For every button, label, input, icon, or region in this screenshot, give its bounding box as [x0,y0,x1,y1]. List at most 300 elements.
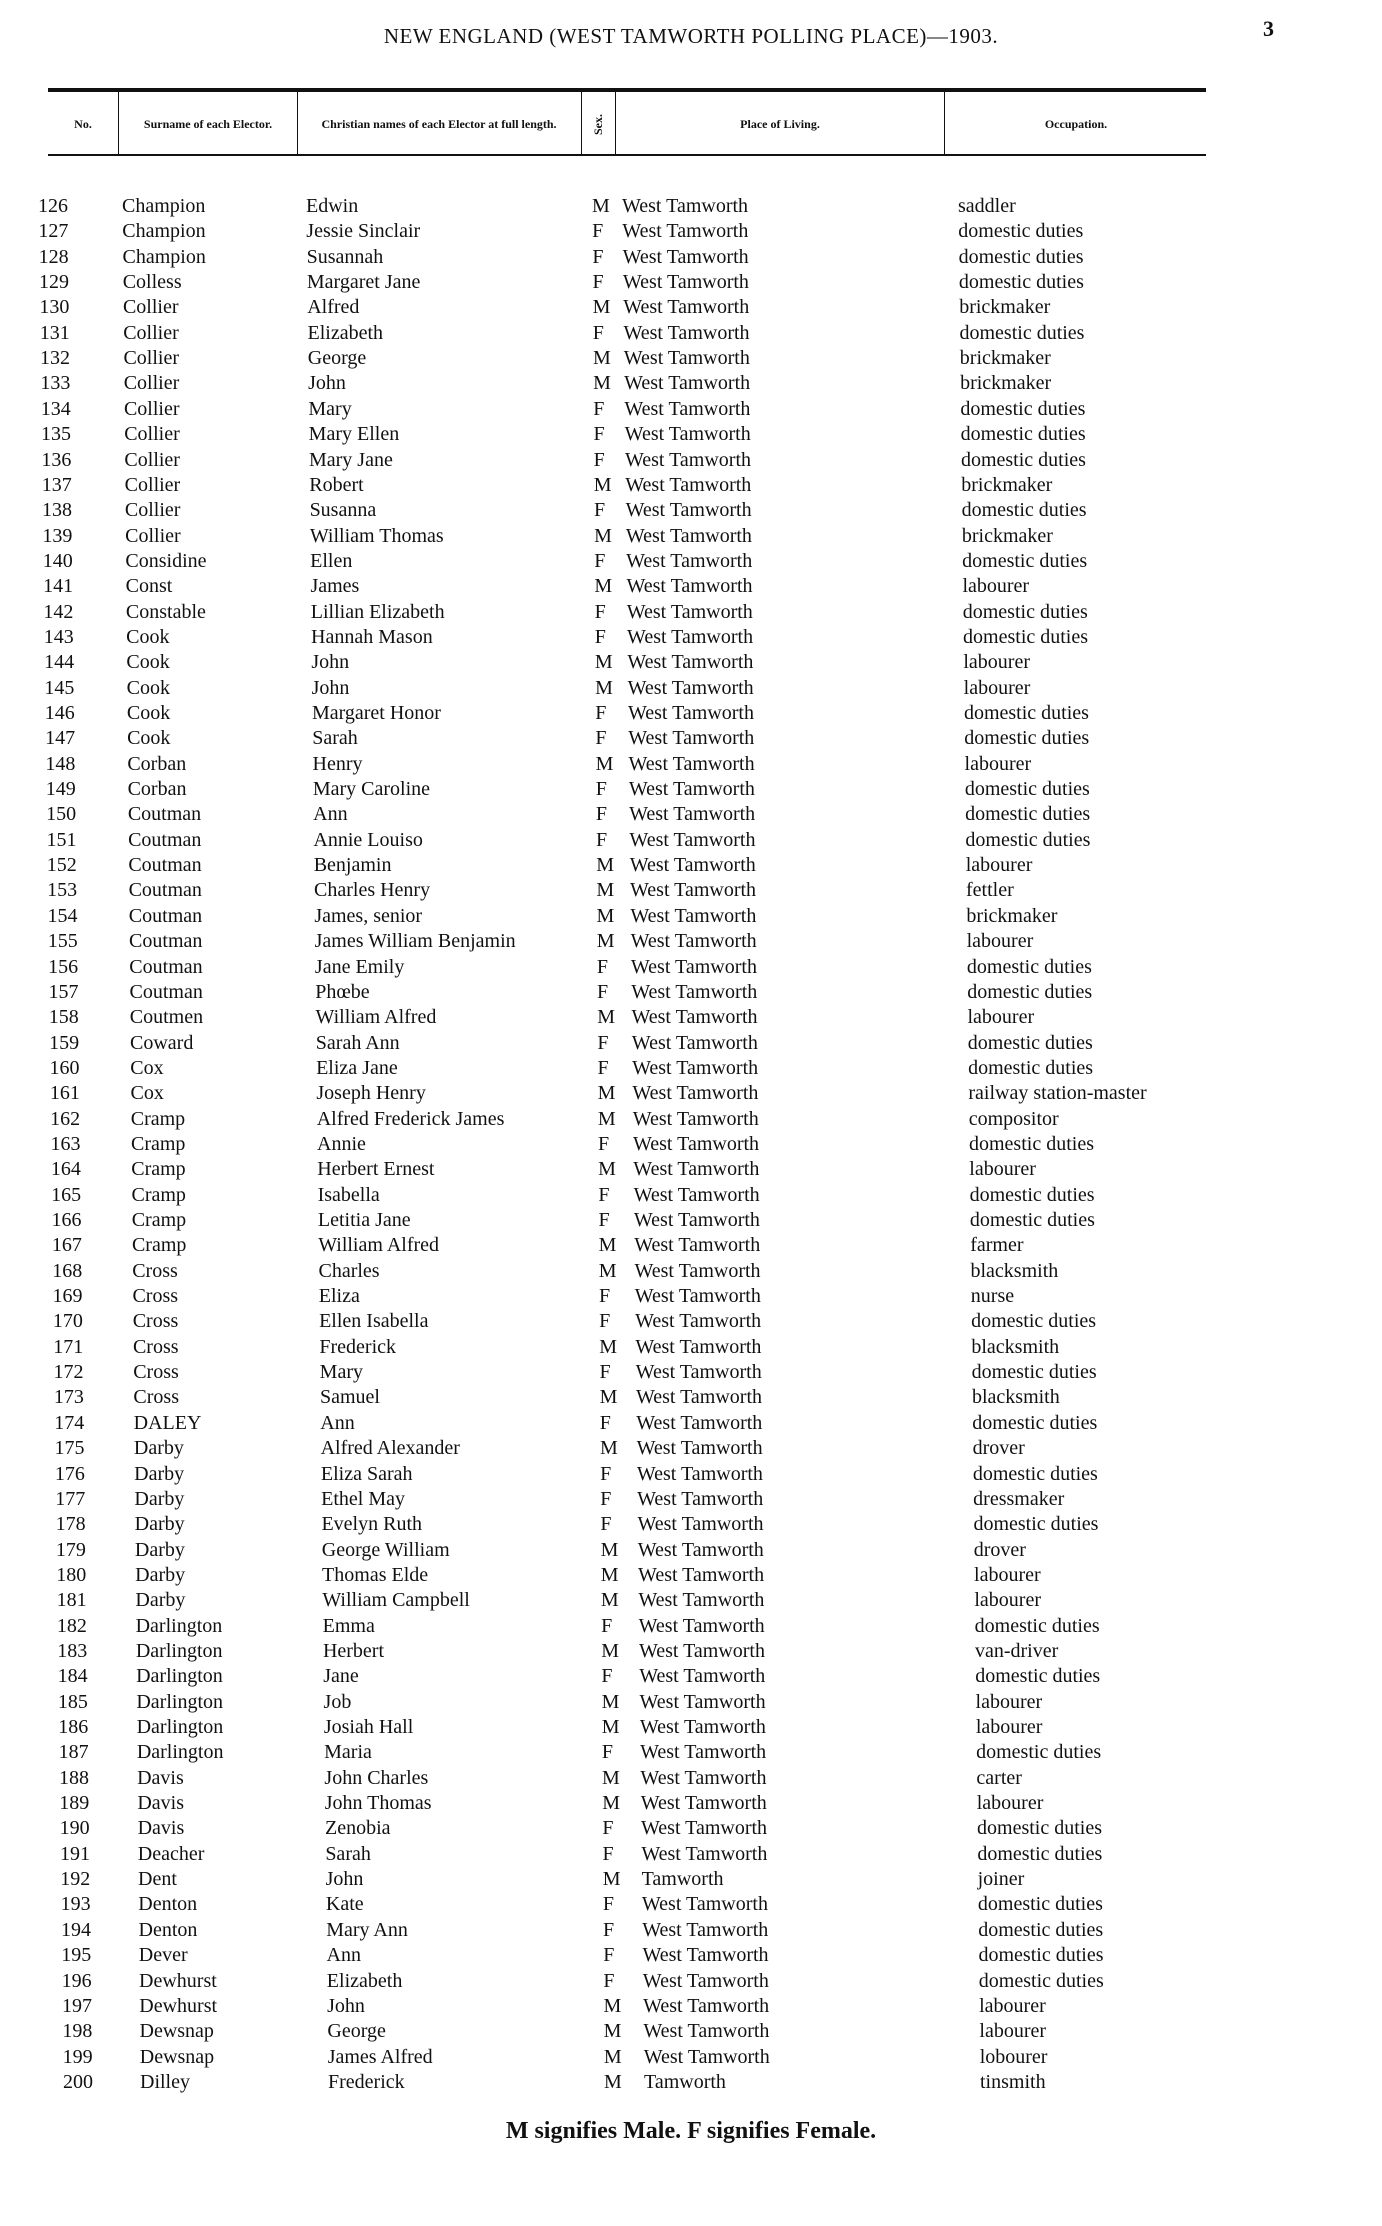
sex: M [592,296,611,319]
entry-number: 156 [48,955,79,978]
surname: Const [125,575,173,598]
christian-names: Job [323,1690,352,1713]
sex: M [594,651,613,674]
place-of-living: West Tamworth [629,854,756,877]
sex: M [598,1259,617,1282]
christian-names: Kate [325,1893,364,1916]
occupation: domestic duties [965,828,1091,851]
place-of-living: West Tamworth [625,473,752,496]
christian-names: Elizabeth [326,1969,403,1992]
christian-names: Annie Louiso [313,828,423,851]
occupation: brickmaker [960,372,1052,395]
christian-names: Samuel [319,1386,380,1409]
surname: Cook [126,676,170,699]
occupation: domestic duties [960,423,1086,446]
christian-names: Zenobia [325,1817,391,1840]
entry-number: 126 [38,195,68,217]
entry-number: 197 [61,1994,92,2017]
entry-number: 196 [61,1969,92,1992]
entry-number: 147 [45,727,76,750]
entry-number: 142 [43,600,74,623]
surname: Champion [122,195,206,217]
entry-number: 193 [60,1893,91,1916]
sex: M [598,1158,616,1181]
surname: Dewsnap [139,2020,214,2043]
table-row [0,2070,1382,2095]
place-of-living: West Tamworth [636,1462,763,1485]
occupation: domestic duties [960,397,1086,420]
sex: F [596,955,608,978]
sex: F [603,1944,615,1967]
place-of-living: West Tamworth [633,1132,760,1155]
table-row [0,1259,1382,1284]
table-row [0,1157,1382,1182]
occupation: domestic duties [974,1614,1100,1637]
occupation: labourer [975,1716,1043,1738]
place-of-living: West Tamworth [636,1411,763,1434]
sex: M [595,676,613,699]
column-header-occupation: Occupation. [1044,116,1108,131]
surname: Coutman [128,828,202,851]
occupation: labourer [979,2020,1047,2043]
christian-names: John [308,372,346,395]
sex: F [602,1817,614,1840]
table-row [0,1690,1382,1715]
place-of-living: West Tamworth [623,321,750,344]
place-of-living: West Tamworth [623,347,750,370]
christian-names: Alfred [307,296,360,319]
surname: Cramp [131,1132,186,1155]
entry-number: 157 [48,980,79,1003]
occupation: labourer [966,930,1034,953]
sex: F [592,271,604,294]
entry-number: 180 [56,1563,87,1586]
entry-number: 151 [46,828,77,851]
sex: M [601,1639,620,1662]
occupation: domestic duties [966,955,1092,978]
place-of-living: West Tamworth [641,1893,768,1916]
occupation: fettler [966,879,1014,902]
table-row [0,1309,1382,1334]
place-of-living: West Tamworth [632,1107,759,1130]
christian-names: William Alfred [318,1234,440,1257]
sex: F [599,1411,611,1434]
surname: Cross [132,1335,179,1358]
place-of-living: West Tamworth [631,1006,758,1029]
table-row [0,1385,1382,1410]
entry-number: 170 [52,1310,83,1333]
table-row [0,2019,1382,2044]
table-row [0,1487,1382,1512]
christian-names: James William Benjamin [314,930,516,953]
christian-names: Jane Emily [314,955,405,978]
place-of-living: West Tamworth [641,1817,768,1840]
entry-number: 172 [53,1361,84,1384]
table-row [0,929,1382,954]
occupation: labourer [967,1006,1035,1029]
entry-number: 192 [60,1868,91,1891]
place-of-living: West Tamworth [627,702,754,724]
table-row [0,1436,1382,1461]
surname: Darby [135,1563,186,1586]
surname: Collier [125,524,181,547]
christian-names: Ellen [310,549,353,572]
occupation: domestic duties [978,1944,1104,1967]
christian-names: Joseph Henry [316,1082,426,1105]
column-header-sex-cell [582,95,614,153]
place-of-living: West Tamworth [638,1639,765,1662]
entry-number: 174 [54,1411,85,1434]
place-of-living: West Tamworth [636,1437,763,1460]
surname: Cross [132,1310,179,1333]
christian-names: Ellen Isabella [319,1310,429,1333]
christian-names: Charles [318,1259,380,1282]
table-row [0,1943,1382,1968]
table-row [0,828,1382,853]
sex: F [602,1893,614,1916]
occupation: brickmaker [959,296,1051,319]
table-row [0,2045,1382,2070]
place-of-living: West Tamworth [626,575,753,598]
sex: F [598,1209,610,1231]
entry-number: 200 [63,2070,93,2093]
occupation: domestic duties [976,1741,1102,1764]
table-row [0,1335,1382,1360]
column-header-surname: Surname of each Elector. [143,116,273,131]
occupation: domestic duties [969,1183,1095,1206]
column-header-christian-names: Christian names of each Elector at full length. [321,116,557,131]
place-of-living: West Tamworth [643,2045,770,2068]
place-of-living: West Tamworth [642,1918,769,1941]
christian-names: James Alfred [327,2045,433,2068]
entry-number: 198 [62,2020,93,2043]
occupation: labourer [965,854,1033,877]
surname: Darby [134,1513,185,1536]
place-of-living: West Tamworth [634,1259,761,1282]
sex: M [600,1589,619,1612]
christian-names: John Charles [324,1766,429,1789]
table-row [0,726,1382,751]
occupation: labourer [962,575,1030,598]
sex: M [602,1792,620,1815]
entry-number: 178 [55,1513,86,1536]
surname: Constable [125,600,206,623]
occupation: domestic duties [958,245,1084,268]
christian-names: Alfred Frederick James [316,1107,505,1130]
occupation: blacksmith [970,1259,1059,1282]
place-of-living: West Tamworth [629,828,756,851]
place-of-living: West Tamworth [631,980,758,1003]
occupation: domestic duties [958,220,1084,243]
table-row [0,1892,1382,1917]
table-row [0,1031,1382,1056]
entry-number: 150 [46,803,77,826]
place-of-living: West Tamworth [640,1792,767,1815]
table-row [0,1715,1382,1740]
sex: M [601,1690,620,1713]
surname: Coward [130,1031,194,1054]
christian-names: Hannah Mason [311,625,433,648]
place-of-living: West Tamworth [624,397,751,420]
christian-names: James, senior [314,904,423,927]
christian-names: Margaret Honor [311,702,441,724]
place-of-living: West Tamworth [624,372,751,395]
christian-names: John [327,1994,365,2017]
place-of-living: West Tamworth [622,220,749,243]
christian-names: William Alfred [315,1006,437,1029]
sex: F [598,1132,610,1155]
table-row [0,802,1382,827]
sex: M [603,2020,622,2043]
occupation: domestic duties [959,321,1085,344]
place-of-living: West Tamworth [622,195,749,217]
occupation: labourer [969,1158,1036,1181]
sex: M [600,1538,619,1561]
table-row [0,1969,1382,1994]
occupation: domestic duties [969,1209,1095,1231]
occupation: van-driver [974,1639,1059,1662]
surname: Denton [138,1918,198,1941]
christian-names: Sarah [312,727,358,750]
sex: M [604,2070,622,2093]
surname: Dever [138,1944,188,1967]
occupation: labourer [963,651,1030,674]
place-of-living: West Tamworth [634,1285,761,1308]
header-bottom-rule [48,154,1206,156]
christian-names: Josiah Hall [323,1716,414,1738]
occupation: labourer [975,1690,1043,1713]
christian-names: John [311,651,350,674]
sex: F [601,1665,613,1688]
entry-number: 129 [39,271,69,294]
place-of-living: West Tamworth [632,1082,759,1105]
christian-names: James [310,575,360,598]
place-of-living: West Tamworth [635,1335,762,1358]
table-row [0,1512,1382,1537]
occupation: domestic duties [965,803,1091,826]
sex: M [603,2045,622,2068]
occupation: brickmaker [959,347,1051,370]
place-of-living: West Tamworth [625,499,752,522]
surname: Considine [125,549,207,572]
surname: Cook [126,625,170,648]
surname: Darlington [136,1741,224,1764]
christian-names: Benjamin [313,854,392,877]
surname: Cross [133,1386,179,1409]
place-of-living: West Tamworth [630,955,757,978]
entry-number: 187 [58,1741,89,1764]
surname: Collier [122,296,179,319]
occupation: labourer [974,1589,1041,1612]
surname: Cook [127,727,171,750]
occupation: domestic duties [972,1411,1098,1434]
place-of-living: West Tamworth [635,1361,762,1384]
occupation: blacksmith [971,1335,1060,1358]
surname: Collier [124,499,181,522]
table-row [0,1867,1382,1892]
place-of-living: West Tamworth [633,1209,760,1231]
place-of-living: West Tamworth [640,1766,767,1789]
surname: Corban [127,778,187,801]
sex: F [594,600,606,623]
occupation: blacksmith [971,1386,1060,1409]
occupation: labourer [964,752,1032,775]
entry-number: 160 [49,1056,80,1079]
table-row [0,752,1382,777]
table-row [0,777,1382,802]
occupation: domestic duties [977,1842,1103,1865]
place-of-living: West Tamworth [642,1944,769,1967]
table-row [0,1411,1382,1436]
sex: M [592,195,610,217]
occupation: brickmaker [966,904,1058,927]
sex: M [599,1437,618,1460]
occupation: carter [976,1766,1022,1789]
column-divider [118,92,119,154]
surname: Coutman [129,930,203,953]
christian-names: John Thomas [324,1792,432,1815]
entry-number: 199 [62,2045,93,2068]
sex: F [598,1285,611,1308]
sex: M [597,1107,616,1130]
entry-number: 136 [41,448,72,471]
table-row [0,1081,1382,1106]
sex-legend: M signifies Male. F signifies Female. [505,2118,877,2144]
surname: Darby [133,1437,184,1460]
christian-names: Maria [324,1741,372,1764]
surname: Collier [123,347,179,370]
occupation: domestic duties [972,1462,1098,1485]
entry-number: 139 [42,524,73,547]
surname: Cox [130,1082,164,1105]
entry-number: 169 [52,1285,83,1308]
entry-number: 161 [49,1082,80,1105]
header-top-rule [48,88,1206,92]
table-row [0,676,1382,701]
surname: Darby [135,1589,186,1612]
surname: Davis [137,1817,185,1840]
surname: Coutman [128,879,202,902]
surname: Dewhurst [139,1969,217,1992]
entry-number: 190 [59,1817,90,1840]
occupation: domestic duties [964,727,1090,750]
entry-number: 127 [38,220,69,243]
entry-number: 176 [54,1462,85,1485]
entry-number: 133 [40,372,71,395]
table-row [0,219,1382,244]
table-row [0,473,1382,498]
entry-number: 171 [53,1335,84,1358]
surname: Coutman [128,854,202,877]
entry-number: 168 [52,1259,83,1282]
place-of-living: West Tamworth [638,1563,765,1586]
table-row [0,245,1382,270]
entry-number: 184 [57,1665,88,1688]
entry-number: 177 [55,1487,86,1510]
table-row [0,498,1382,523]
sex: M [596,930,615,953]
entry-number: 145 [44,676,75,699]
table-row [0,1614,1382,1639]
surname: Corban [127,752,187,775]
place-of-living: West Tamworth [624,448,752,471]
table-row [0,625,1382,650]
sex: M [597,1082,616,1105]
place-of-living: West Tamworth [633,1158,760,1181]
occupation: domestic duties [962,600,1088,623]
occupation: domestic duties [973,1513,1099,1536]
surname: Collier [123,397,180,420]
entry-number: 146 [44,702,75,724]
table-row [0,371,1382,396]
entry-number: 155 [47,930,78,953]
place-of-living: West Tamworth [627,651,754,674]
surname: Coutman [127,803,202,826]
christian-names: Frederick [319,1335,397,1358]
sex: M [596,854,614,877]
sex: F [600,1462,612,1485]
occupation: domestic duties [967,980,1093,1003]
surname: Darby [134,1487,185,1510]
sex: F [593,448,605,471]
occupation: domestic duties [977,1817,1102,1840]
table-row [0,1588,1382,1613]
place-of-living: West Tamworth [628,778,755,801]
place-of-living: West Tamworth [638,1614,765,1637]
sex: F [595,727,607,750]
occupation: domestic duties [962,549,1088,572]
table-row [0,1639,1382,1664]
entry-number: 138 [42,499,73,522]
table-row [0,650,1382,675]
occupation: saddler [958,195,1016,217]
sex: F [602,1842,614,1865]
entry-number: 186 [58,1716,89,1738]
entry-number: 194 [60,1918,91,1941]
entry-number: 183 [57,1639,88,1662]
entry-number: 191 [59,1842,90,1865]
christian-names: Sarah [325,1842,371,1865]
place-of-living: West Tamworth [624,423,751,446]
table-row [0,194,1382,219]
entry-number: 195 [61,1944,92,1967]
entry-number: 154 [47,904,78,927]
place-of-living: West Tamworth [628,727,755,750]
surname: Collier [123,321,179,344]
table-row [0,1233,1382,1258]
place-of-living: Tamworth [644,2070,726,2093]
sex: M [592,347,611,370]
occupation: domestic duties [958,271,1084,294]
surname: Davis [137,1792,184,1815]
table-row [0,955,1382,980]
sex: M [599,1335,618,1358]
occupation: domestic duties [971,1361,1097,1384]
entry-number: 164 [50,1158,81,1181]
entry-number: 166 [51,1209,82,1231]
occupation: labourer [974,1563,1041,1586]
sex: M [596,879,615,902]
sex: M [593,473,612,496]
sex: F [596,828,608,851]
surname: Cross [132,1285,179,1308]
sex: F [600,1513,612,1536]
surname: Collier [124,473,181,496]
occupation: domestic duties [968,1056,1094,1079]
entry-number: 188 [58,1766,89,1789]
surname: Champion [122,220,206,243]
christian-names: Sarah Ann [315,1031,400,1054]
